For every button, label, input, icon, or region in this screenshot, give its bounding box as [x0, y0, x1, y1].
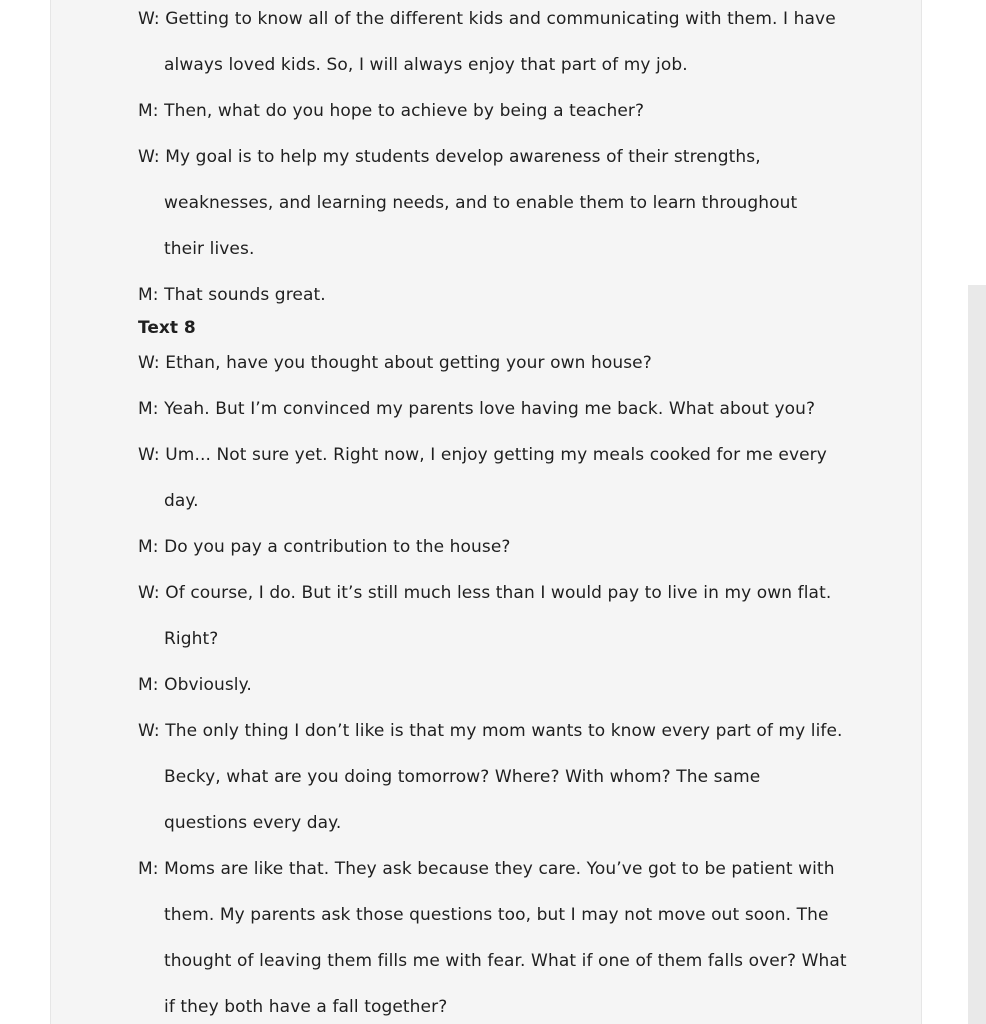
dialogue-line: M: Obviously.: [138, 675, 252, 695]
dialogue-line: M: Yeah. But I’m convinced my parents love having me back. What about you?: [138, 399, 816, 419]
dialogue-line-continued: questions every day.: [164, 813, 342, 833]
dialogue-line-continued: if they both have a fall together?: [164, 997, 448, 1017]
dialogue-line: W: Ethan, have you thought about getting your own house?: [138, 353, 652, 373]
dialogue-line-continued: always loved kids. So, I will always enjoy that part of my job.: [164, 55, 688, 75]
dialogue-line: W: Of course, I do. But it’s still much less than I would pay to live in my own flat.: [138, 583, 832, 603]
dialogue-line: M: Do you pay a contribution to the house?: [138, 537, 511, 557]
dialogue-line-continued: them. My parents ask those questions too, but I may not move out soon. The: [164, 905, 829, 925]
dialogue-line: M: Moms are like that. They ask because they care. You’ve got to be patient with: [138, 859, 835, 879]
dialogue-line: W: The only thing I don’t like is that my mom wants to know every part of my life.: [138, 721, 843, 741]
dialogue-line-continued: day.: [164, 491, 199, 511]
dialogue-line: W: Um... Not sure yet. Right now, I enjoy getting my meals cooked for me every: [138, 445, 827, 465]
scrollbar-track[interactable]: [968, 285, 986, 1024]
dialogue-line: M: Then, what do you hope to achieve by being a teacher?: [138, 101, 645, 121]
dialogue-line-continued: thought of leaving them fills me with fear. What if one of them falls over? What: [164, 951, 847, 971]
dialogue-line-continued: Right?: [164, 629, 219, 649]
section-heading: Text 8: [138, 318, 196, 338]
dialogue-line-continued: weaknesses, and learning needs, and to enable them to learn throughout: [164, 193, 798, 213]
dialogue-line-continued: their lives.: [164, 239, 255, 259]
dialogue-line: W: My goal is to help my students develop awareness of their strengths,: [138, 147, 761, 167]
dialogue-line: M: That sounds great.: [138, 285, 326, 305]
dialogue-line: W: Getting to know all of the different kids and communicating with them. I have: [138, 9, 836, 29]
dialogue-line-continued: Becky, what are you doing tomorrow? Where? With whom? The same: [164, 767, 761, 787]
